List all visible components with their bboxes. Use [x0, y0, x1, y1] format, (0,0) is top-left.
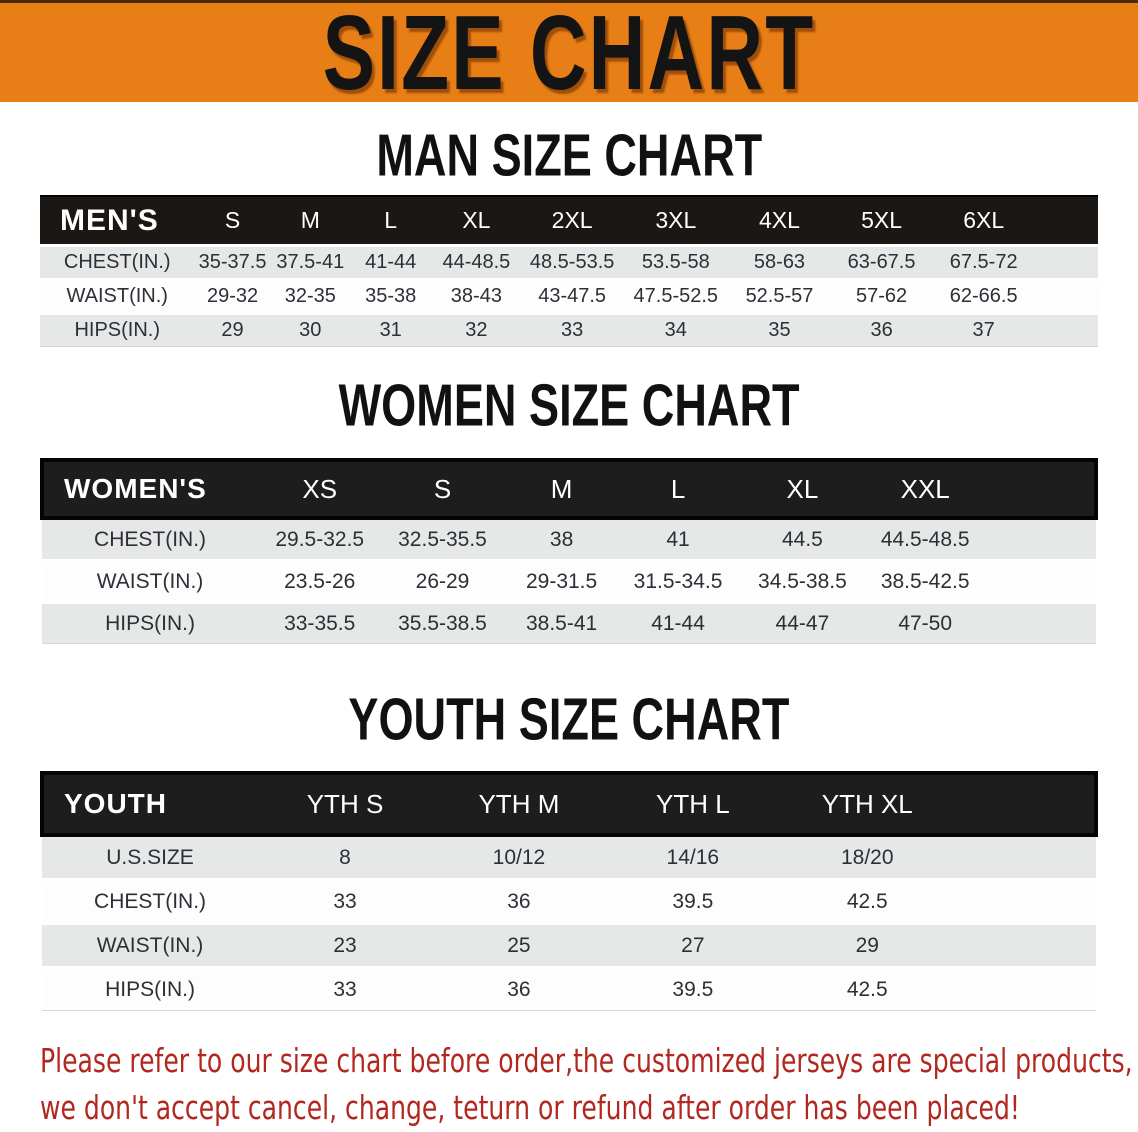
measurement-value: 48.5-53.5: [521, 246, 623, 280]
youth-size-heading: [0, 685, 1138, 753]
measurement-value: 23: [258, 924, 432, 968]
measurement-label: HIPS(IN.): [42, 603, 258, 644]
size-column-header: 3XL: [623, 196, 729, 246]
youth-size-table: [40, 771, 1098, 1011]
measurement-value: 47.5-52.5: [623, 280, 729, 314]
measurement-label: WAIST(IN.): [40, 280, 194, 314]
youth-size-heading-text: YOUTH SIZE CHART: [348, 685, 790, 753]
women-size-heading-text: WOMEN SIZE CHART: [338, 371, 800, 439]
measurement-label: CHEST(IN.): [40, 246, 194, 280]
row-spacer-cell: [1034, 314, 1098, 347]
measurement-row: [42, 924, 1096, 968]
measurement-label: CHEST(IN.): [42, 880, 258, 924]
row-spacer-cell: [982, 603, 1096, 644]
measurement-value: 41-44: [350, 246, 431, 280]
measurement-value: 35-38: [350, 280, 431, 314]
size-column-header: YTH L: [606, 773, 780, 835]
table-title-cell: WOMEN'S: [42, 460, 258, 518]
measurement-value: 29: [194, 314, 270, 347]
measurement-value: 37.5-41: [271, 246, 350, 280]
row-spacer-cell: [955, 924, 1096, 968]
measurement-value: 23.5-26: [258, 561, 381, 603]
measurement-value: 38-43: [431, 280, 521, 314]
measurement-value: 58-63: [729, 246, 831, 280]
row-spacer-cell: [955, 835, 1096, 880]
measurement-value: 42.5: [780, 968, 955, 1011]
measurement-value: 36: [432, 880, 606, 924]
measurement-value: 8: [258, 835, 432, 880]
measurement-value: 38.5-41: [504, 603, 620, 644]
measurement-row: [42, 968, 1096, 1011]
size-column-header: L: [350, 196, 431, 246]
man-size-heading: [0, 121, 1138, 189]
measurement-value: 41: [620, 518, 737, 561]
measurement-row: [42, 880, 1096, 924]
size-column-header: YTH S: [258, 773, 432, 835]
measurement-value: 63-67.5: [830, 246, 933, 280]
size-header-row: [40, 196, 1098, 246]
mens-size-table: [40, 195, 1098, 347]
measurement-value: 39.5: [606, 880, 780, 924]
women-size-heading: [0, 371, 1138, 439]
disclaimer-line-2: we don't accept cancel, change, teturn or refund after order has been placed!: [40, 1088, 1020, 1127]
man-size-section: [0, 121, 1138, 347]
table-title-cell: YOUTH: [42, 773, 258, 835]
table-title-cell: MEN'S: [40, 196, 194, 246]
measurement-value: 14/16: [606, 835, 780, 880]
measurement-value: 52.5-57: [729, 280, 831, 314]
disclaimer: [40, 1037, 1138, 1131]
measurement-value: 38.5-42.5: [868, 561, 982, 603]
measurement-value: 30: [271, 314, 350, 347]
measurement-row: [40, 280, 1098, 314]
women-size-section: [0, 371, 1138, 644]
size-column-header: YTH M: [432, 773, 606, 835]
size-column-header: M: [271, 196, 350, 246]
measurement-value: 43-47.5: [521, 280, 623, 314]
measurement-value: 34: [623, 314, 729, 347]
measurement-value: 32-35: [271, 280, 350, 314]
measurement-value: 62-66.5: [933, 280, 1035, 314]
measurement-value: 18/20: [780, 835, 955, 880]
size-header-row: [42, 460, 1096, 518]
measurement-row: [42, 603, 1096, 644]
measurement-value: 33: [521, 314, 623, 347]
poster-title: SIZE CHART: [322, 0, 816, 112]
measurement-label: WAIST(IN.): [42, 924, 258, 968]
measurement-label: HIPS(IN.): [42, 968, 258, 1011]
size-column-header: XL: [431, 196, 521, 246]
size-column-header: 6XL: [933, 196, 1035, 246]
measurement-value: 10/12: [432, 835, 606, 880]
size-column-header: M: [504, 460, 620, 518]
measurement-value: 39.5: [606, 968, 780, 1011]
measurement-value: 57-62: [830, 280, 933, 314]
measurement-value: 42.5: [780, 880, 955, 924]
measurement-value: 33-35.5: [258, 603, 381, 644]
measurement-label: CHEST(IN.): [42, 518, 258, 561]
measurement-value: 26-29: [381, 561, 503, 603]
size-header-row: [42, 773, 1096, 835]
measurement-value: 31: [350, 314, 431, 347]
header-spacer-cell: [982, 460, 1096, 518]
size-column-header: S: [381, 460, 503, 518]
measurement-row: [42, 835, 1096, 880]
youth-size-section: [0, 685, 1138, 1011]
size-column-header: XL: [737, 460, 869, 518]
measurement-value: 41-44: [620, 603, 737, 644]
measurement-label: U.S.SIZE: [42, 835, 258, 880]
man-size-heading-text: MAN SIZE CHART: [376, 121, 762, 189]
measurement-row: [42, 518, 1096, 561]
measurement-value: 29-32: [194, 280, 270, 314]
measurement-value: 29-31.5: [504, 561, 620, 603]
measurement-value: 67.5-72: [933, 246, 1035, 280]
size-column-header: XS: [258, 460, 381, 518]
measurement-value: 44-47: [737, 603, 869, 644]
row-spacer-cell: [955, 880, 1096, 924]
measurement-value: 44.5: [737, 518, 869, 561]
measurement-value: 38: [504, 518, 620, 561]
row-spacer-cell: [1034, 246, 1098, 280]
measurement-row: [42, 561, 1096, 603]
measurement-value: 32.5-35.5: [381, 518, 503, 561]
size-column-header: 5XL: [830, 196, 933, 246]
measurement-value: 29.5-32.5: [258, 518, 381, 561]
measurement-value: 33: [258, 880, 432, 924]
measurement-value: 32: [431, 314, 521, 347]
measurement-value: 34.5-38.5: [737, 561, 869, 603]
measurement-row: [40, 246, 1098, 280]
measurement-value: 35.5-38.5: [381, 603, 503, 644]
measurement-value: 27: [606, 924, 780, 968]
measurement-value: 31.5-34.5: [620, 561, 737, 603]
measurement-value: 35-37.5: [194, 246, 270, 280]
measurement-value: 47-50: [868, 603, 982, 644]
size-column-header: L: [620, 460, 737, 518]
header-spacer-cell: [1034, 196, 1098, 246]
measurement-value: 25: [432, 924, 606, 968]
size-column-header: S: [194, 196, 270, 246]
measurement-value: 36: [432, 968, 606, 1011]
size-column-header: 2XL: [521, 196, 623, 246]
poster-banner: [0, 0, 1138, 112]
measurement-value: 36: [830, 314, 933, 347]
womens-size-table: [40, 458, 1098, 644]
header-spacer-cell: [955, 773, 1096, 835]
row-spacer-cell: [955, 968, 1096, 1011]
measurement-value: 44.5-48.5: [868, 518, 982, 561]
measurement-value: 53.5-58: [623, 246, 729, 280]
measurement-value: 35: [729, 314, 831, 347]
disclaimer-line-1: Please refer to our size chart before order,the customized jerseys are special products,: [40, 1041, 1133, 1080]
size-column-header: 4XL: [729, 196, 831, 246]
size-column-header: YTH XL: [780, 773, 955, 835]
measurement-value: 37: [933, 314, 1035, 347]
measurement-value: 33: [258, 968, 432, 1011]
row-spacer-cell: [982, 561, 1096, 603]
size-column-header: XXL: [868, 460, 982, 518]
measurement-value: 44-48.5: [431, 246, 521, 280]
measurement-label: WAIST(IN.): [42, 561, 258, 603]
row-spacer-cell: [982, 518, 1096, 561]
measurement-row: [40, 314, 1098, 347]
measurement-value: 29: [780, 924, 955, 968]
measurement-label: HIPS(IN.): [40, 314, 194, 347]
row-spacer-cell: [1034, 280, 1098, 314]
